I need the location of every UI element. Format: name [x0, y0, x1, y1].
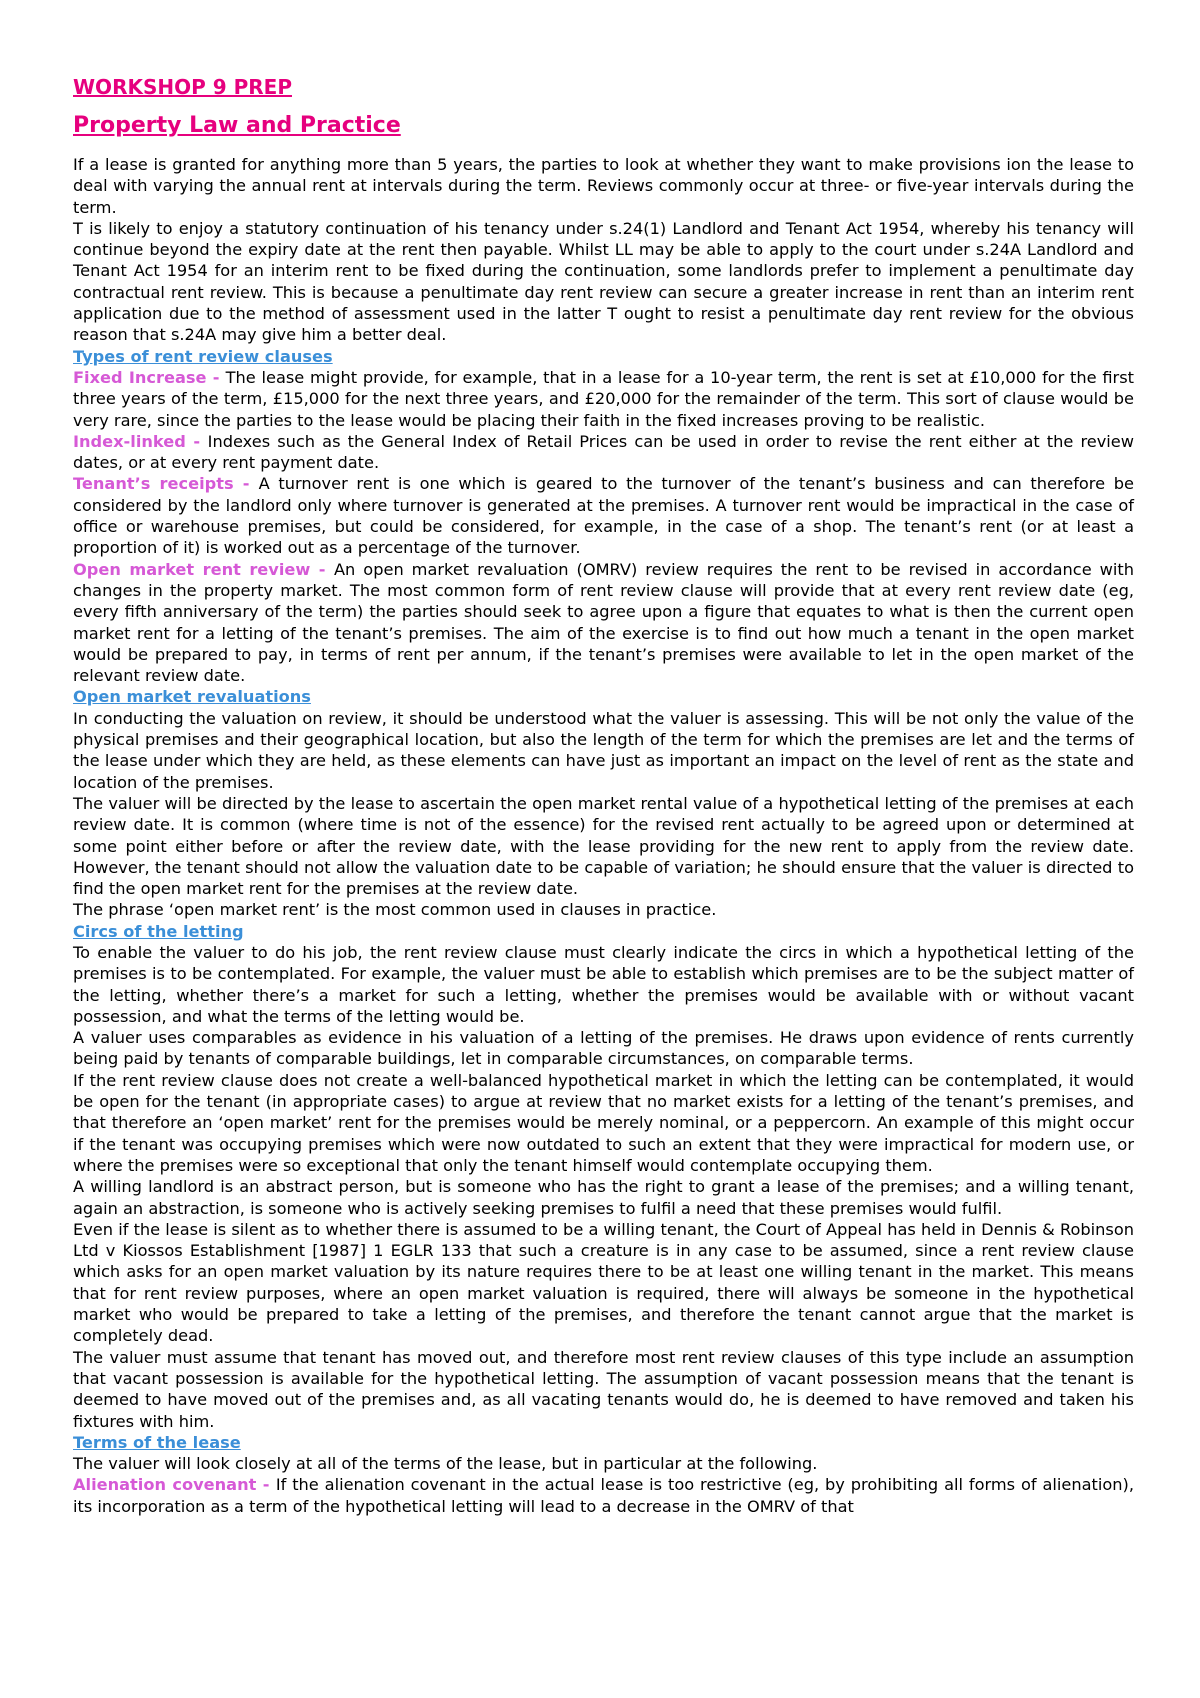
paragraph: Even if the lease is silent as to whether there is assumed to be a willing tenant, the Court of Appeal has held in Dennis & Robinson Ltd v Kiossos Establishment [1987] 1 EGLR 133 that such a creature is in any case to be assumed, since a rent review clause which asks for an open market valuation by its nature requires there to be at least one willing tenant in the market. This means that for rent review purposes, where an open market valuation is required, there will always be someone in the hypothetical market who would be prepared to take a letting of the premises, and therefore the tenant cannot argue that the market is completely dead. — [73, 1219, 1134, 1346]
term-text: Indexes such as the General Index of Retail Prices can be used in order to revise the rent either at the review dates, or at every rent payment date. — [73, 431, 1134, 473]
paragraph — [73, 559, 1134, 687]
section-heading-circs: Circs of the letting — [73, 921, 244, 941]
paragraph: If a lease is granted for anything more than 5 years, the parties to look at whether they want to make provisions ion the lease to deal with varying the annual rent at intervals during the term. Reviews commonly occur at three- or five-year intervals during the term. — [73, 155, 1134, 217]
section-heading-types: Types of rent review clauses — [73, 346, 333, 366]
term-label: Index-linked - — [73, 431, 208, 451]
paragraph: The valuer will look closely at all of the terms of the lease, but in particular at the following. — [73, 1454, 818, 1474]
paragraph: In conducting the valuation on review, it should be understood what the valuer is assessing. This will be not only the value of the physical premises and their geographical location, but also the length of the term for which the premises are let and the terms of the lease under which they are held, as these elements can have just as important an impact on the level of rent as the state and location of the premises. — [73, 708, 1134, 792]
term-label: Open market rent review - — [73, 559, 334, 579]
paragraph: To enable the valuer to do his job, the rent review clause must clearly indicate the circs in which a hypothetical letting of the premises is to be contemplated. For example, the valuer must be able to establish which premises are to be the subject matter of the letting, whether there’s a market for such a letting, whether the premises would be available with or without vacant possession, and what the terms of the letting would be. — [73, 942, 1134, 1026]
paragraph: T is likely to enjoy a statutory continuation of his tenancy under s.24(1) Landlord and Tenant Act 1954, whereby his tenancy will continue beyond the expiry date at the rent then payable. Whilst LL may be able to apply to the court under s.24A Landlord and Tenant Act 1954 for an interim rent to be fixed during the continuation, some landlords prefer to implement a penultimate day contractual rent review. This is because a penultimate day rent review can secure a greater increase in rent than an interim rent application due to the method of assessment used in the latter T ought to resist a penultimate day rent review for the obvious reason that s.24A may give him a better deal. — [73, 218, 1134, 345]
paragraph — [73, 473, 1134, 558]
section-heading-terms: Terms of the lease — [73, 1432, 241, 1452]
paragraph: The phrase ‘open market rent’ is the most common used in clauses in practice. — [73, 900, 717, 920]
document-title: WORKSHOP 9 PREP — [73, 75, 292, 99]
paragraph: The valuer will be directed by the lease to ascertain the open market rental value of a hypothetical letting of the premises at each review date. It is common (where time is not of the essence) for the revised rent actually to be agreed upon or determined at some point either before or after the review date, with the lease providing for the new rent to apply from the review date. However, the tenant should not allow the valuation date to be capable of variation; he should ensure that the valuer is directed to find the open market rent for the premises at the review date. — [73, 793, 1134, 899]
term-text: If the alienation covenant in the actual lease is too restrictive (eg, by prohibiting all forms of alienation), its incorporation as a term of the hypothetical letting will lead to a decrease in the OMRV of that — [73, 1475, 1134, 1516]
document-subtitle: Property Law and Practice — [73, 113, 401, 138]
term-text: A turnover rent is one which is geared to the turnover of the tenant’s business and can therefore be considered by the landlord only where turnover is generated at the premises. A turnover rent would be impractical in the case of office or warehouse premises, but could be considered, for example, in the case of a shop. The tenant’s rent (or at least a proportion of it) is worked out as a percentage of the turnover. — [73, 474, 1134, 558]
paragraph — [73, 1474, 1134, 1517]
section-heading-omr: Open market revaluations — [73, 687, 311, 707]
paragraph: The valuer must assume that tenant has moved out, and therefore most rent review clauses of this type include an assumption that vacant possession is available for the hypothetical letting. The assumption of vacant possession means that the tenant is deemed to have moved out of the premises and, as all vacating tenants would do, he is deemed to have removed and taken his fixtures with him. — [73, 1347, 1134, 1431]
term-text: The lease might provide, for example, that in a lease for a 10-year term, the rent is set at £10,000 for the first three years of the term, £15,000 for the next three years, and £20,000 for the remainder of the term. This sort of clause would be very rare, since the parties to the lease would be placing their faith in the fixed increases proving to be realistic. — [73, 367, 1134, 430]
term-label: Alienation covenant - — [73, 1475, 276, 1495]
document-body — [73, 154, 1134, 1517]
paragraph — [73, 367, 1134, 431]
term-text: An open market revaluation (OMRV) review requires the rent to be revised in accordance with changes in the property market. The most common form of rent review clause will provide that at every rent review date (eg, every fifth anniversary of the term) the parties should seek to agree upon a figure that equates to what is then the current open market rent for a letting of the tenant’s premises. The aim of the exercise is to find out how much a tenant in the open market would be prepared to pay, in terms of rent per annum, if the tenant’s premises were available to let in the open market of the relevant review date. — [73, 559, 1134, 686]
term-label: Tenant’s receipts - — [73, 474, 259, 494]
term-label: Fixed Increase - — [73, 367, 226, 387]
paragraph: A valuer uses comparables as evidence in his valuation of a letting of the premises. He draws upon evidence of rents currently being paid by tenants of comparable buildings, let in comparable circumstances, on comparable terms. — [73, 1028, 1134, 1069]
paragraph: A willing landlord is an abstract person, but is someone who has the right to grant a lease of the premises; and a willing tenant, again an abstraction, is someone who is actively seeking premises to fulfil a need that these premises would fulfil. — [73, 1177, 1134, 1218]
paragraph: If the rent review clause does not create a well-balanced hypothetical market in which the letting can be contemplated, it would be open for the tenant (in appropriate cases) to argue at review that no market exists for a letting of the tenant’s premises, and that therefore an ‘open market’ rent for the premises would be merely nominal, or a peppercorn. An example of this might occur if the tenant was occupying premises which were now outdated to such an extent that they were impractical for modern use, or where the premises were so exceptional that only the tenant himself would contemplate occupying them. — [73, 1070, 1134, 1175]
paragraph — [73, 431, 1134, 474]
